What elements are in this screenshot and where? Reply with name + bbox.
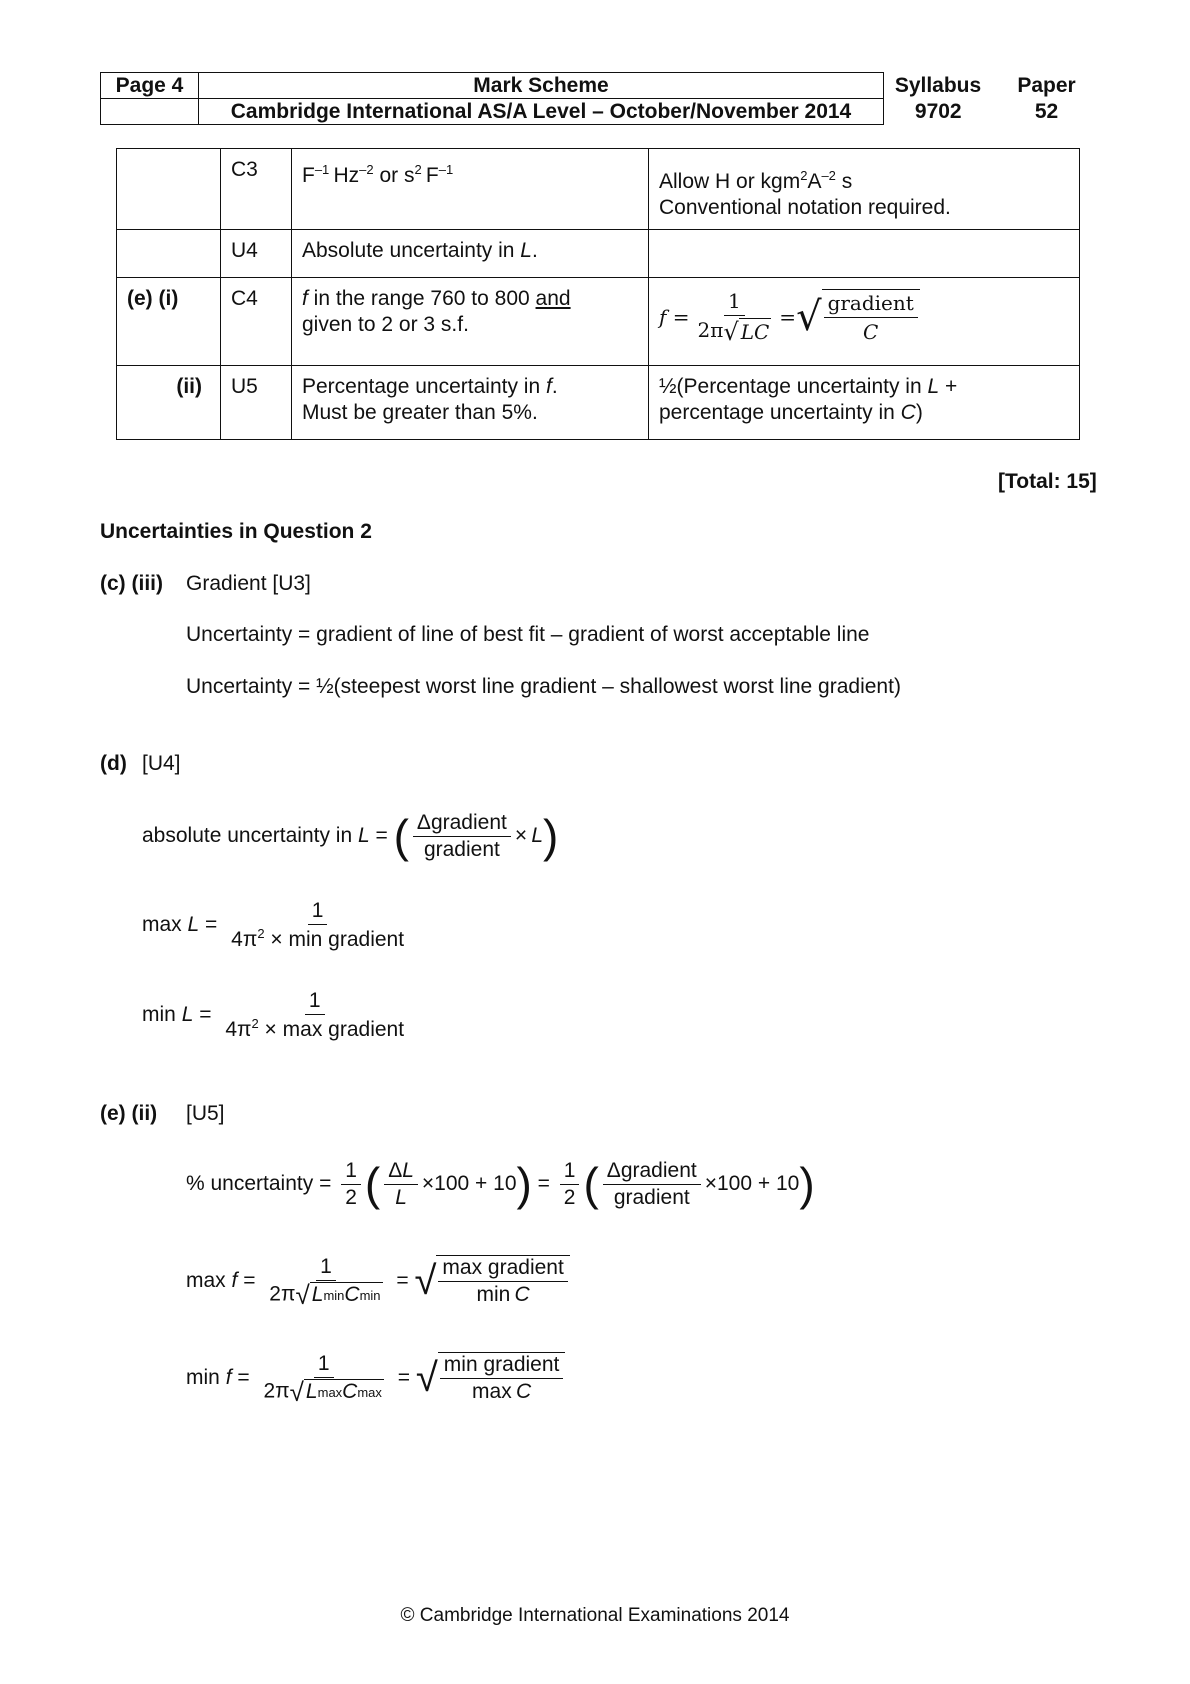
table-row [117,149,1080,230]
header-subtitle: Cambridge International AS/A Level – October/November 2014 [199,99,884,125]
formula-cell: f = 1 2π √ LC = √ $\frac{\text{gradient}}{C}$ [649,278,1080,366]
notes-cell: Allow H or $kgm^2A^{-2}$ s Conventional notation required. [649,149,1080,230]
table-row [117,366,1080,440]
copyright-footer: © Cambridge International Examinations 2014 [400,1605,790,1626]
part-label: (ii) [117,366,221,440]
formula-percent-uncertainty: % uncertainty = $\frac{1}{2}$ ( $\frac{\Delta L}{L}$ ×100 + 10 ) = $\frac{1}{2}$ ( $\frac{\text{Δgradient}}{\text{gradient}}$ ×100 + 10 ) [186,1158,815,1210]
part-label: (e) (i) [117,278,221,366]
answer-cell: $F^{-1}$ $Hz^{-2}$ or $s^2$ $F^{-1}$ [292,149,649,230]
uncertainty-line: Uncertainty = gradient of line of best fit – gradient of worst acceptable line [186,623,870,646]
formula-min-L: min L = $\frac{1}{4\pi^2 \times \max gradient}$ [142,988,405,1041]
paper-label: Paper [1017,73,1076,97]
part-tag: [U5] [186,1102,225,1125]
notes-cell: ½(Percentage uncertainty in L + percentage uncertainty in C) [649,366,1080,440]
total-marks: [Total: 15] [998,470,1097,493]
part-label: (c) (iii) [100,572,163,595]
formula-max-L: max L = $\frac{1}{4\pi^2 \times \min gradient}$ [142,898,405,951]
table-row [117,230,1080,278]
part-label: (e) (ii) [100,1102,158,1125]
section-title: Uncertainties in Question 2 [100,520,372,543]
mark-scheme-table [116,148,1080,440]
syllabus-value: 9702 [914,99,962,123]
page-header [100,72,1101,125]
part-title: Gradient [U3] [186,572,311,595]
header-title: Mark Scheme [199,73,884,99]
mark-code: C3 [221,149,292,230]
answer-cell: f in the range 760 to 800 and given to 2 or 3 s.f. [292,278,649,366]
answer-cell: Percentage uncertainty in f. Must be greater than 5%. [292,366,649,440]
answer-cell: Absolute uncertainty in L. [292,230,649,278]
formula-abs-L: absolute uncertainty in L = ( $\frac{\text{Δgradient}}{\text{gradient}}$ × L ) [142,810,559,862]
table-row [117,278,1080,366]
part-label: (d) [100,752,127,775]
paper-value: 52 [1034,99,1059,123]
formula-min-f: min f = 1 2π √ L max C max = √ $\frac{\text{min gradient}}{\text{max C}}$ [186,1345,565,1411]
uncertainty-line: Uncertainty = ½(steepest worst line gradient – shallowest worst line gradient) [186,675,901,698]
syllabus-label: Syllabus [894,73,982,97]
mark-code: C4 [221,278,292,366]
page-number: Page 4 [101,73,199,99]
mark-code: U5 [221,366,292,440]
part-tag: [U4] [142,752,181,775]
formula-max-f: max f = 1 2π √ L min C min = √ $\frac{\text{max gradient}}{\text{min C}}$ [186,1248,570,1314]
mark-code: U4 [221,230,292,278]
